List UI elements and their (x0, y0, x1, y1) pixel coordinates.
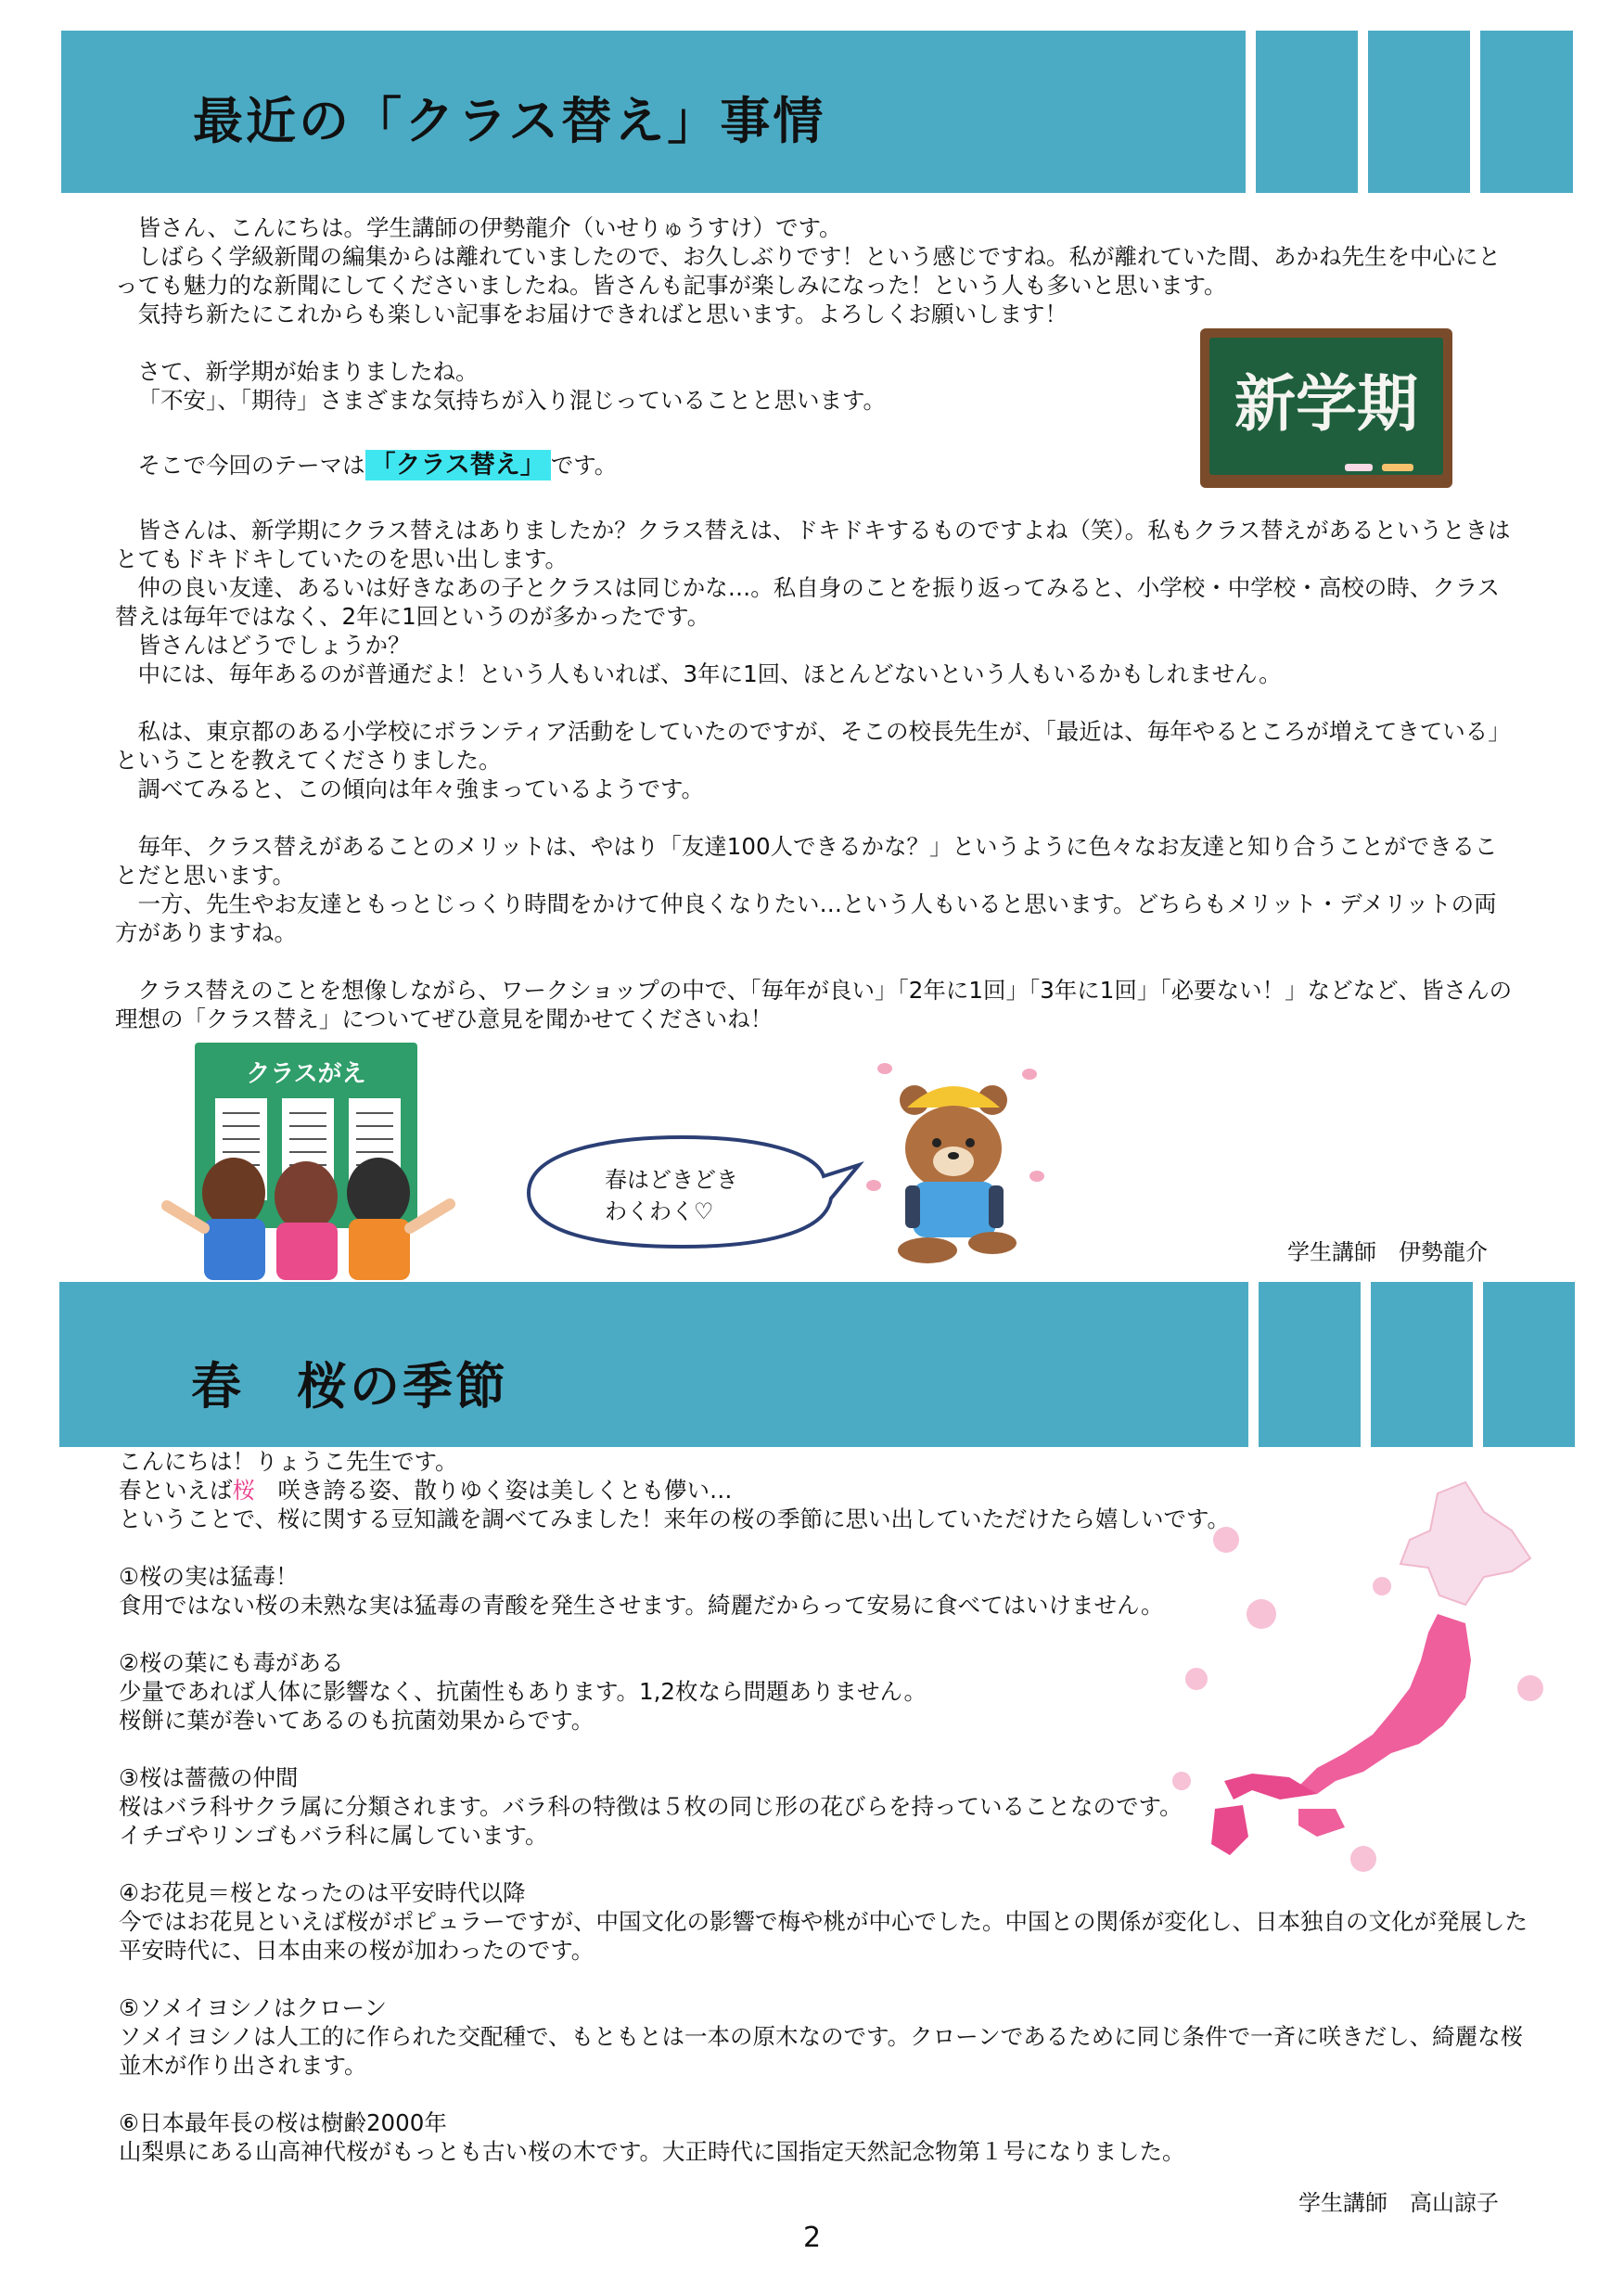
paragraph: 一方、先生やお友達ともっとじっくり時間をかけて仲良くなりたい…という人もいると思います。どちらもメリット・デメリットの両方がありますね。 (115, 890, 1497, 946)
fact-body: イチゴやリンゴもバラ科に属しています。 (119, 1822, 548, 1849)
signature: 学生講師 高山諒子 (1298, 2190, 1499, 2216)
page-number: 2 (802, 2222, 822, 2254)
intro-suffix: 咲き誇る姿、散りゆく姿は美しくとも儚い… (255, 1477, 733, 1504)
paragraph: 私は、東京都のある小学校にボランティア活動をしていたのですが、そこの校長先生が、「最近は、毎年やるところが増えてきている」ということを教えてくださりました。 (115, 718, 1511, 774)
section-title: 春 桜の季節 (191, 1357, 508, 1415)
blackboard-text: 新学期 (1234, 368, 1418, 440)
paragraph: 中には、毎年あるのが普通だよ！という人もいれば、3年に1回、ほとんどないという人もいるかもしれません。 (137, 660, 1282, 687)
paragraph: 皆さんは、新学期にクラス替えはありましたか？クラス替えは、ドキドキするものですよね（笑）。私もクラス替えがあるというときはとてもドキドキしていたのを思い出します。 (115, 517, 1511, 572)
theme-prefix: そこで今回のテーマは (137, 452, 365, 479)
paragraph: 仲の良い友達、あるいは好きなあの子とクラスは同じかな…。私自身のことを振り返ってみると、小学校・中学校・高校の時、クラス替えは毎年ではなく、2年に1回というのが多かったです。 (115, 574, 1501, 630)
paragraph: こんにちは！りょうこ先生です。 (119, 1448, 458, 1475)
banner-square (1368, 31, 1470, 193)
bubble-line-2: わくわく♡ (605, 1198, 714, 1224)
banner-square (1371, 1282, 1473, 1447)
signature: 学生講師 伊勢龍介 (1287, 1239, 1488, 1265)
fact-body: 食用ではない桜の未熟な実は猛毒の青酸を発生させます。綺麗だからって安易に食べてはいけません。 (119, 1592, 1164, 1619)
theme-line (115, 451, 1515, 480)
class-list-illustration (158, 1037, 464, 1280)
paragraph: 気持ち新たにこれからも楽しい記事をお届けできればと思います。よろしくお願いします！ (137, 301, 1068, 327)
paragraph: 皆さん、こんにちは。学生講師の伊勢龍介（いせりゅうすけ）です。 (137, 214, 842, 241)
paragraph: ということで、桜に関する豆知識を調べてみました！来年の桜の季節に思い出していただけたら嬉しいです。 (119, 1505, 1231, 1532)
banner-square (1259, 1282, 1361, 1447)
fact-heading: ⑥日本最年長の桜は樹齢2000年 (119, 2109, 447, 2136)
fact-body: ソメイヨシノは人工的に作られた交配種で、もともとは一本の原木なのです。クローンであるために同じ条件で一斉に咲きだし、綺麗な桜並木が作り出されます。 (119, 2023, 1524, 2079)
fact-heading: ②桜の葉にも毒がある (119, 1649, 344, 1676)
paragraph: 「不安」、「期待」さまざまな気持ちが入り混じっていることと思います。 (137, 387, 887, 414)
paragraph: しばらく学級新聞の編集からは離れていましたので、お久しぶりです！という感じですね。私が離れていた間、あかね先生を中心にとっても魅力的な新聞にしてくださいましたね。皆さんも記事が楽しみになった！という人も多いと思います。 (115, 243, 1502, 299)
board-sign: クラスがえ (246, 1060, 366, 1088)
fact-heading: ③桜は薔薇の仲間 (119, 1764, 299, 1791)
paragraph: 調べてみると、この傾向は年々強まっているようです。 (137, 775, 705, 802)
paragraph: さて、新学期が始まりましたね。 (137, 358, 479, 385)
article-class-change (115, 213, 1515, 1033)
theme-suffix: です。 (550, 452, 618, 479)
bubble-line-1: 春はどきどき (605, 1167, 738, 1193)
section-banner-2 (59, 1282, 1575, 1447)
fact-body: 少量であれば人体に影響なく、抗菌性もあります。1,2枚なら問題ありません。 (119, 1678, 927, 1705)
fact-heading: ⑤ソメイヨシノはクローン (119, 1994, 388, 2021)
section-title: 最近の「クラス替え」事情 (193, 92, 826, 150)
section-banner-1 (61, 31, 1573, 193)
fact-body: 山梨県にある山高神代桜がもっとも古い桜の木です。大正時代に国指定天然記念物第１号になりました。 (119, 2138, 1185, 2165)
intro-prefix: 春といえば (119, 1477, 233, 1504)
article-sakura (119, 1447, 1528, 2166)
fact-body: 今ではお花見といえば桜がポピュラーですが、中国文化の影響で梅や桃が中心でした。中国との関係が変化し、日本独自の文化が発展した平安時代に、日本由来の桜が加わったのです。 (119, 1908, 1528, 1964)
bear-illustration (863, 1046, 1048, 1269)
banner-square (1483, 1282, 1575, 1447)
fact-body: 桜はバラ科サクラ属に分類されます。バラ科の特徴は５枚の同じ形の花びらを持っていることなのです。 (119, 1793, 1183, 1820)
paragraph: 毎年、クラス替えがあることのメリットは、やはり「友達100人できるかな？」というように色々なお友達と知り合うことができることだと思います。 (115, 833, 1498, 889)
theme-highlight: 「クラス替え」 (365, 450, 551, 480)
banner-square (1480, 31, 1573, 193)
fact-body: 桜餅に葉が巻いてあるのも抗菌効果からです。 (119, 1707, 595, 1734)
paragraph (119, 1476, 1528, 1505)
paragraph: クラス替えのことを想像しながら、ワークショップの中で、「毎年が良い」「2年に1回」「3年に1回」「必要ない！」などなど、皆さんの理想の「クラス替え」についてぜひ意見を聞かせてくださいね！ (115, 977, 1513, 1032)
fact-heading: ①桜の実は猛毒！ (119, 1563, 299, 1590)
paragraph: 皆さんはどうでしょうか？ (137, 632, 411, 659)
fact-heading: ④お花見＝桜となったのは平安時代以降 (119, 1879, 526, 1906)
banner-square (1256, 31, 1358, 193)
speech-bubble (519, 1132, 867, 1252)
sakura-word: 桜 (232, 1477, 255, 1504)
